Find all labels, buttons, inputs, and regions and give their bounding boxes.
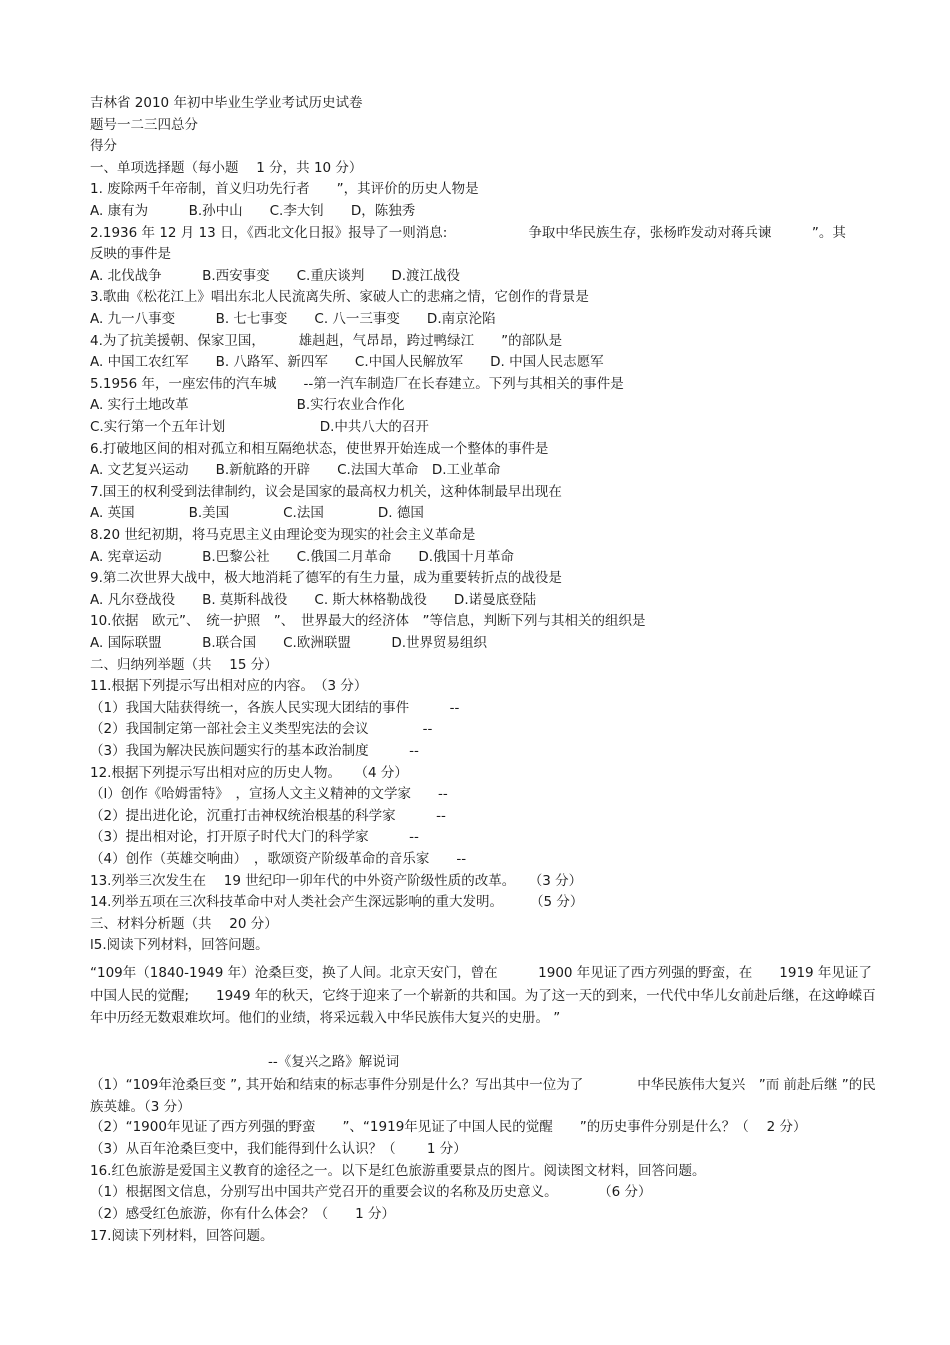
exam-line: 13.列举三次发生在 19 世纪印一卯年代的中外资产阶级性质的改革。 （3 分） bbox=[90, 872, 583, 889]
exam-line: A. 九一八事变 B. 七七事变 C. 八一三事变 D.南京沦陷 bbox=[90, 311, 496, 327]
exam-line: 三、材料分析题（共 20 分） bbox=[90, 915, 278, 932]
exam-line: 16.红色旅游是爱国主义教育的途径之一。以下是红色旅游重要景点的图片。阅读图文材料，回答问题。 bbox=[90, 1162, 706, 1179]
exam-line: A. 实行土地改革 B.实行农业合作化 bbox=[90, 397, 405, 414]
exam-line: （3）我国为解决民族问题实行的基本政治制度 -- bbox=[90, 743, 419, 759]
exam-line: 1. 废除两千年帝制，首义归功先行者 ”，其评价的历史人物是 bbox=[90, 181, 479, 198]
material-passage: “109年（1840-1949 年）沧桑巨变，换了人间。北京天安门，曾在 1900 年见证了西方列强的野蛮，在 1919 年见证了中国人民的觉醒; 1949 年的秋天，它终于迎来了一个崭新的共和国。为了这一天的到来，一代代中华儿女前赴后继，在这峥嵘百年中历经无数艰难坎坷。他们的业绩，将采远载入中华民族伟大复兴的史册。 ” bbox=[90, 965, 876, 1026]
exam-line: 3.歌曲《松花江上》唱出东北人民流离失所、家破人亡的悲痛之情，它创作的背景是 bbox=[90, 289, 589, 306]
exam-line: 11.根据下列提示写出相对应的内容。 （3 分） bbox=[90, 678, 368, 695]
exam-line: 8.20 世纪初期，将马克思主义由理论变为现实的社会主义革命是 bbox=[90, 527, 476, 543]
material-source: --《复兴之路》解说词 bbox=[268, 1054, 400, 1070]
exam-line: 一、单项选择题（每小题 1 分，共 10 分） bbox=[90, 159, 363, 176]
exam-line: A. 康有为 B.孙中山 C.李大钊 D，陈独秀 bbox=[90, 203, 416, 219]
exam-line: A. 国际联盟 B.联合国 C.欧洲联盟 D.世界贸易组织 bbox=[90, 635, 488, 651]
exam-line: 10.依据 欧元”、 统一护照 ”、 世界最大的经济体 ”等信息，判断下列与其相关的组织是 bbox=[90, 613, 646, 630]
exam-line: 2.1936 年 12 月 13 日，《西北文化日报》报导了一则消息: 争取中华民族生存，张杨昨发动对蒋兵谏 ”。其 bbox=[90, 224, 846, 241]
exam-line: l5.阅读下列材料，回答问题。 bbox=[90, 937, 269, 954]
exam-line: （2）提出进化论，沉重打击神权统治根基的科学家 -- bbox=[90, 807, 446, 824]
exam-line: （2）“1900年见证了西方列强的野蛮 ”、“1919年见证了中国人民的觉醒 ”的历史事件分别是什么？（ 2 分） bbox=[90, 1119, 807, 1135]
exam-line: A. 文艺复兴运动 B.新航路的开辟 C.法国大革命 D.工业革命 bbox=[90, 462, 501, 479]
exam-line: 题号一二三四总分 bbox=[90, 116, 198, 133]
exam-line: 7.国王的权利受到法律制约，议会是国家的最高权力机关，这种体制最早出现在 bbox=[90, 483, 562, 500]
exam-line: 6.打破地区间的相对孤立和相互隔绝状态，使世界开始连成一个整体的事件是 bbox=[90, 440, 549, 457]
exam-line: 9.第二次世界大战中，极大地消耗了德军的有生力量，成为重要转折点的战役是 bbox=[90, 570, 562, 587]
exam-line: A. 北伐战争 B.西安事变 C.重庆谈判 D.渡江战役 bbox=[90, 267, 461, 284]
exam-line: 5.1956 年，一座宏伟的汽车城 --第一汽车制造厂在长春建立。下列与其相关的事件是 bbox=[90, 375, 624, 392]
exam-line: 二、归纳列举题（共 15 分） bbox=[90, 656, 278, 673]
exam-line: （4）创作（英雄交响曲） ，歌颂资产阶级革命的音乐家 -- bbox=[90, 851, 467, 867]
exam-line: （l）创作《哈姆雷特》 ，宣扬人文主义精神的文学家 -- bbox=[90, 786, 448, 803]
exam-line: A. 凡尔登战役 B. 莫斯科战役 C. 斯大林格勒战役 D.诺曼底登陆 bbox=[90, 591, 537, 608]
exam-line: 14.列举五项在三次科技革命中对人类社会产生深远影响的重大发明。 （5 分） bbox=[90, 894, 584, 911]
exam-line: A. 宪章运动 B.巴黎公社 C.俄国二月革命 D.俄国十月革命 bbox=[90, 548, 515, 565]
exam-line: A. 中国工农红军 B. 八路军、新四军 C.中国人民解放军 D. 中国人民志愿军 bbox=[90, 354, 604, 371]
exam-line: （1）我国大陆获得统一，各族人民实现大团结的事件 -- bbox=[90, 699, 460, 716]
exam-line: （2）我国制定第一部社会主义类型宪法的会议 -- bbox=[90, 721, 433, 738]
question-15-1: （1）“109年沧桑巨变 ”, 其开始和结束的标志事件分别是什么？写出其中一位为了 中华民族伟大复兴 ”而 前赴后继 ”的民族英雄。（3 分） bbox=[90, 1077, 876, 1115]
exam-line: A. 英国 B.美国 C.法国 D. 德国 bbox=[90, 505, 424, 522]
exam-line: 12.根据下列提示写出相对应的历史人物。 （4 分） bbox=[90, 764, 408, 781]
exam-line: 17.阅读下列材料，回答问题。 bbox=[90, 1228, 274, 1244]
exam-line: 4.为了抗美援朝、保家卫国， 雄赳赳，气昂昂，跨过鸭绿江 ”的部队是 bbox=[90, 332, 563, 349]
exam-line: 得分 bbox=[90, 138, 117, 155]
exam-line: C.实行第一个五年计划 D.中共八大的召开 bbox=[90, 419, 429, 435]
exam-line: （1）根据图文信息，分别写出中国共产党召开的重要会议的名称及历史意义。 （6 分） bbox=[90, 1184, 652, 1201]
exam-line: （3）提出相对论，打开原子时代大门的科学家 -- bbox=[90, 829, 419, 846]
exam-line: （3）从百年沧桑巨变中，我们能得到什么认识？（ 1 分） bbox=[90, 1140, 467, 1157]
exam-line: （2）感受红色旅游，你有什么体会？（ 1 分） bbox=[90, 1206, 395, 1223]
exam-line: 反映的事件是 bbox=[90, 246, 171, 263]
exam-line: 吉林省 2010 年初中毕业生学业考试历史试卷 bbox=[90, 95, 363, 111]
